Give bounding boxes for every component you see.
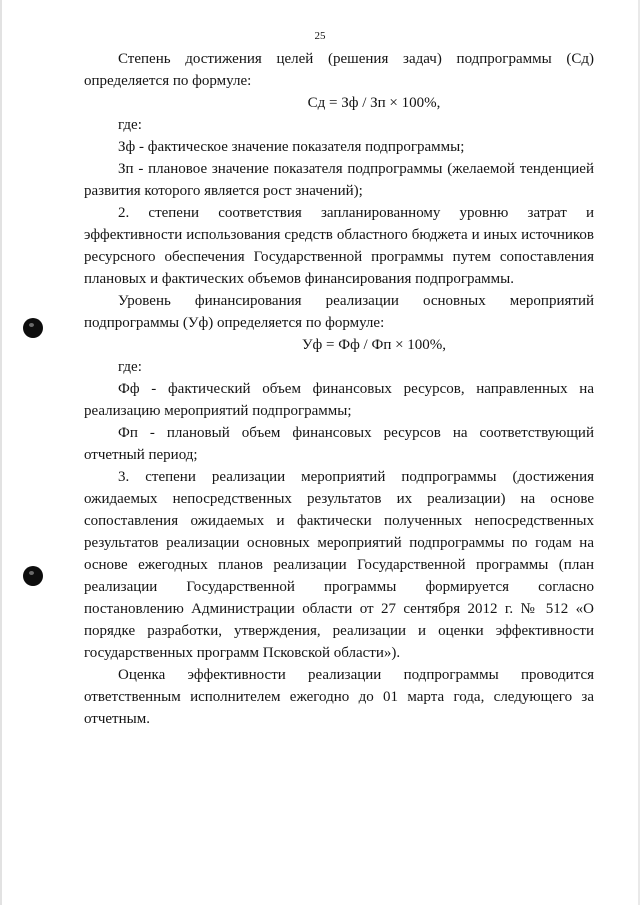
punch-hole-mark bbox=[23, 318, 43, 338]
paragraph: 3. степени реализации мероприятий подпрограммы (достижения ожидаемых непосредственных результатов их реализации) на основе сопоставления ожидаемых и фактически полученных непосредственных результатов реализации основных мероприятий подпрограммы по годам на основе ежегодных планов реализации Государственной программы (план реализации Государственной программы формируется согласно постановлению Администрации области от 27 сентября 2012 г. № 512 «О порядке разработки, утверждения, реализации и оценки эффективности государственных программ Псковской области»). bbox=[84, 469, 594, 661]
paragraph: где: bbox=[118, 117, 142, 133]
paragraph: Зп - плановое значение показателя подпрограммы (желаемой тенденцией развития которого является рост значений); bbox=[84, 161, 594, 199]
paragraph: Уровень финансирования реализации основных мероприятий подпрограммы (Уф) определяется по формуле: bbox=[84, 293, 594, 331]
scan-edge-left bbox=[0, 0, 2, 905]
paragraph: 2. степени соответствия запланированному уровню затрат и эффективности использования средств областного бюджета и иных источников ресурсного обеспечения Государственной программы путем сопоставления плановых и фактических объемов финансирования подпрограммы. bbox=[84, 205, 594, 287]
paragraph: Зф - фактическое значение показателя подпрограммы; bbox=[118, 139, 465, 155]
page-number: 25 bbox=[314, 30, 326, 42]
paragraph: Фп - плановый объем финансовых ресурсов на соответствующий отчетный период; bbox=[84, 425, 594, 463]
paragraph: где: bbox=[118, 359, 142, 375]
formula-uf: Уф = Фф / Фп × 100%, bbox=[301, 337, 447, 353]
document-body bbox=[84, 48, 594, 730]
formula-sd: Сд = Зф / Зп × 100%, bbox=[307, 95, 441, 111]
paragraph: Оценка эффективности реализации подпрограммы проводится ответственным исполнителем ежегодно до 01 марта года, следующего за отчетным. bbox=[84, 667, 594, 727]
paragraph: Фф - фактический объем финансовых ресурсов, направленных на реализацию мероприятий подпрограммы; bbox=[84, 381, 594, 419]
punch-hole-mark bbox=[23, 566, 43, 586]
paragraph: Степень достижения целей (решения задач) подпрограммы (Сд) определяется по формуле: bbox=[84, 51, 594, 89]
